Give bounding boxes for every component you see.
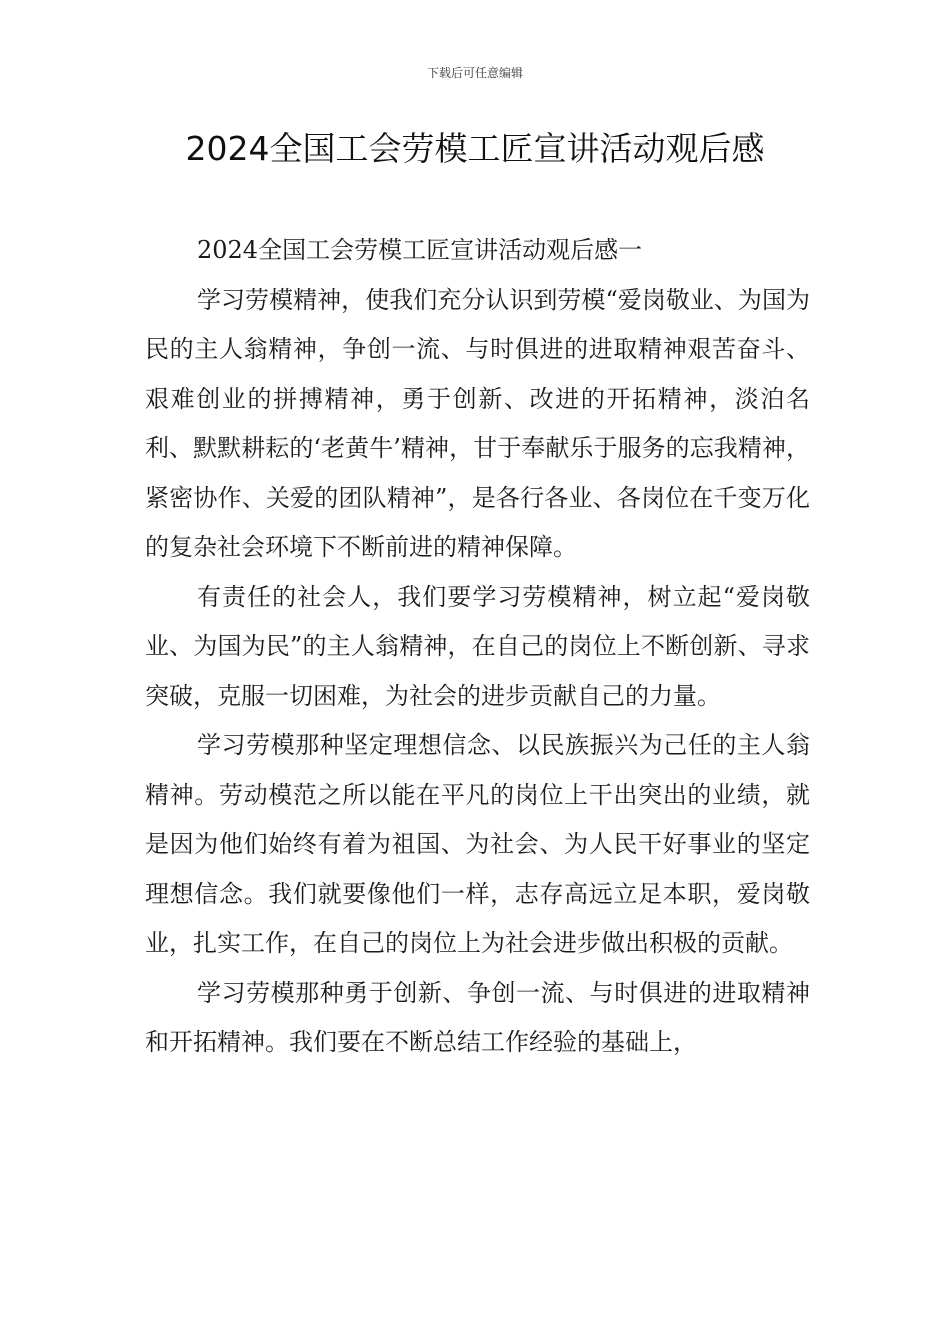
paragraph-subtitle: 2024全国工会劳模工匠宣讲活动观后感一 <box>197 236 643 264</box>
paragraph-3: 学习劳模那种坚定理想信念、以民族振兴为己任的主人翁精神。劳动模范之所以能在平凡的岗位上干出突出的业绩，就是因为他们始终有着为祖国、为社会、为人民干好事业的坚定理想信念。我们就要像他们一样，志存高远立足本职，爱岗敬业，扎实工作，在自己的岗位上为社会进步做出积极的贡献。 <box>145 731 810 957</box>
paragraph-1: 学习劳模精神，使我们充分认识到劳模“爱岗敬业、为国为民的主人翁精神，争创一流、与时俱进的进取精神艰苦奋斗、艰难创业的拼搏精神，勇于创新、改进的开拓精神，淡泊名利、默默耕耘的‘老黄牛’精神，甘于奉献乐于服务的忘我精神，紧密协作、关爱的团队精神”，是各行各业、各岗位在千变万化的复杂社会环境下不断前进的精神保障。 <box>145 285 810 561</box>
header-note: 下载后可任意编辑 <box>426 66 523 80</box>
document-title: 2024全国工会劳模工匠宣讲活动观后感 <box>185 129 765 168</box>
paragraph-2: 有责任的社会人，我们要学习劳模精神，树立起“爱岗敬业、为国为民”的主人翁精神，在自己的岗位上不断创新、寻求突破，克服一切困难，为社会的进步贡献自己的力量。 <box>145 582 810 710</box>
paragraph-4: 学习劳模那种勇于创新、争创一流、与时俱进的进取精神和开拓精神。我们要在不断总结工作经验的基础上， <box>145 978 810 1056</box>
document-body <box>145 226 810 1068</box>
